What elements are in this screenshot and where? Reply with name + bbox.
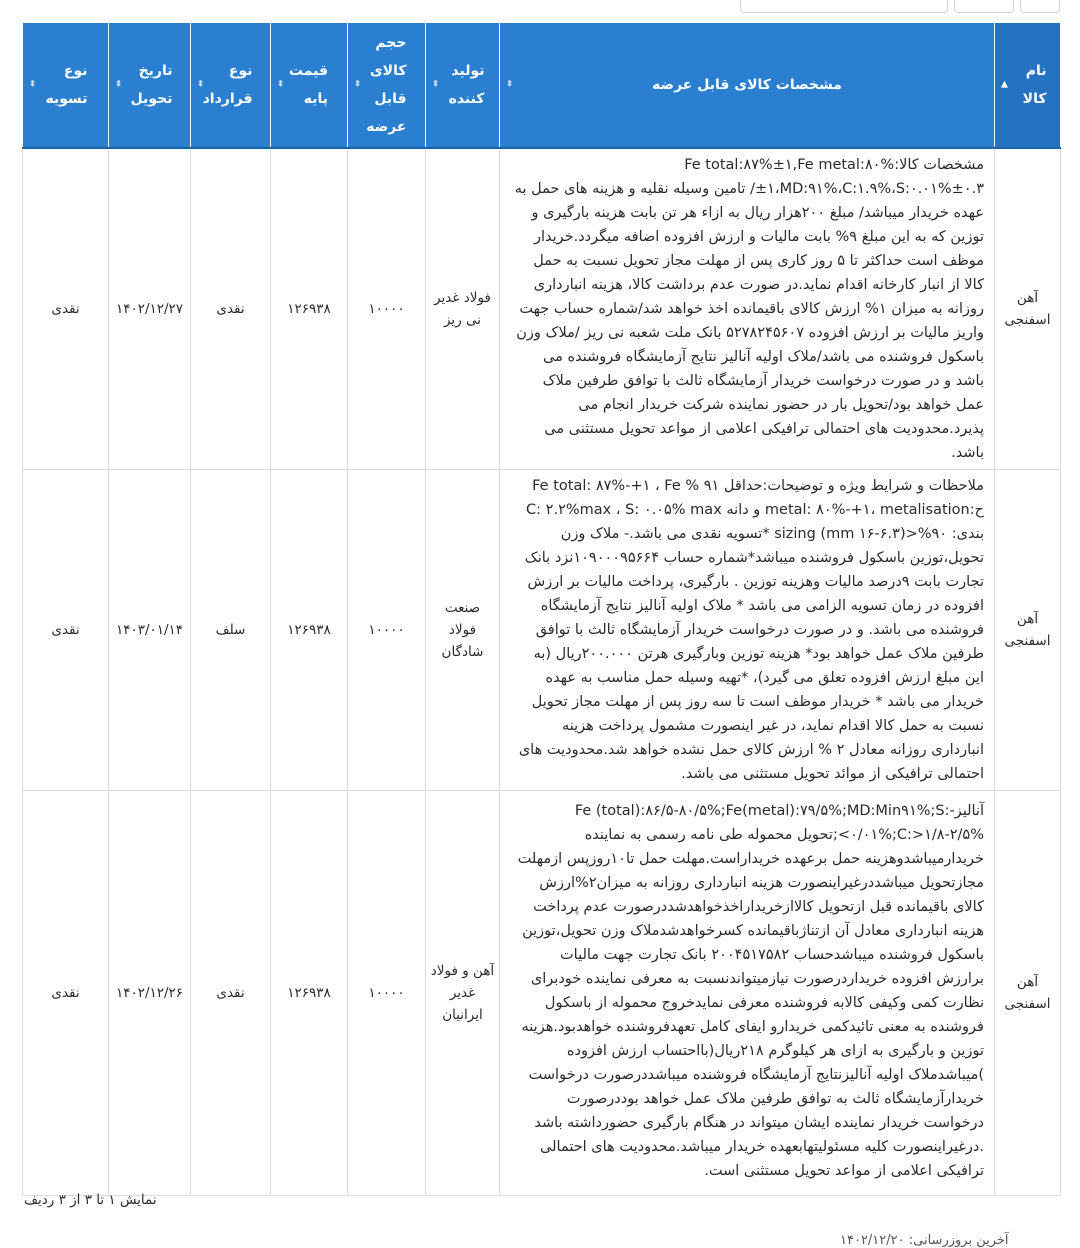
cell-commodity-name: آهن اسفنجی [995,470,1061,791]
sort-icon: ⬍ [431,79,440,90]
cell-specs: آنالیز-Fe (total):۸۶/۵-۸۰/۵%;Fe(metal):۷۹/۵%;MD:Min۹۱%;S:<۰/۰۱%;C:>۱/۸-۲/۵%;تحویل محموله طی نامه رسمی به نماینده خریدارمیباشدوهزینه حمل برعهده خریداراست.مهلت حمل تا۱۰روزپس ازمهلت مجازتحویل میباشددرغیراینصورت هزینه انبارداری روزانه به میزان۲%ارزش کالای باقیمانده قبل ازتحویل کالاازخریداراخذخواهدشددرصورت عدم پرداخت هزینه انبارداری معادل آن ازتناژباقیمانده کسرخواهدشدملاک وزن تحویل،توزین باسکول فروشنده میباشدحساب ۲۰۰۴۵۱۷۵۸۲ بانک تجارت جهت مالیات برارزش افزوده خریداردرصورت نیازمیتواندنسبت به معرفی نماینده خودبرای نظارت کمی وکیفی کالابه فروشنده معرفی نمایدخروج محموله از باسکول فروشنده به معنی تائیدکمی خریدارو ایفای کامل تعهدفروشنده خواهدبود.هزینه توزین و بارگیری به ازای هر کیلوگرم ۲۱۸ریال(بااحتساب ارزش افزوده )میباشدملاک اولیه آنالیزنتایج آزمایشگاه فروشنده میباشددرصورت درخواست خریدارآزمایشگاه ثالث به توافق طرفین ملاک عمل خواهد بوددرصورت درخواست خریدار نماینده ایشان میتواند در هنگام بارگیری حضورداشته باشد .درغیراینصورت کلیه مسئولیتهابعهده خریدار میباشد.محدودیت های احتمالی ترافیکی اعلامی از مواعد تحویل مستثنی است. [500,791,995,1196]
offers-table [22,22,1061,1196]
cell-producer: آهن و فولاد غدیر ایرانیان [426,791,500,1196]
column-header-label: نام کالا [1022,63,1047,107]
offers-table-container [22,22,1060,1196]
sort-icon: ⬍ [114,79,123,90]
table-row[interactable] [23,791,1061,1196]
cell-settlement-type: نقدی [23,148,109,470]
sort-icon: ⬍ [505,79,514,90]
cell-contract-type: نقدی [191,791,271,1196]
column-header-label: تاریخ تحویل [130,63,173,107]
cell-volume: ۱۰۰۰۰ [348,148,426,470]
cell-volume: ۱۰۰۰۰ [348,791,426,1196]
column-header-label: حجم کالای قابل عرضه [366,35,407,135]
cell-producer: صنعت فولاد شادگان [426,470,500,791]
sort-asc-icon: ▲ [1001,79,1008,90]
column-header-volume[interactable] [348,23,426,149]
table-row[interactable] [23,148,1061,470]
column-header-delivery-date[interactable] [109,23,191,149]
cell-volume: ۱۰۰۰۰ [348,470,426,791]
cell-settlement-type: نقدی [23,470,109,791]
cell-delivery-date: ۱۴۰۲/۱۲/۲۶ [109,791,191,1196]
cell-contract-type: سلف [191,470,271,791]
top-toolbar [740,0,1060,12]
column-header-label: تولید کننده [448,63,485,107]
table-row[interactable] [23,470,1061,791]
header-row [23,23,1061,149]
cell-settlement-type: نقدی [23,791,109,1196]
sort-icon: ⬍ [28,79,37,90]
cell-commodity-name: آهن اسفنجی [995,148,1061,470]
column-header-contract-type[interactable] [191,23,271,149]
column-header-label: نوع تسویه [45,63,88,107]
column-header-producer[interactable] [426,23,500,149]
cell-producer: فولاد غدیر نی ریز [426,148,500,470]
sort-icon: ⬍ [276,79,285,90]
sort-icon: ⬍ [196,79,205,90]
column-header-commodity-name[interactable] [995,23,1061,149]
cell-contract-type: نقدی [191,148,271,470]
cell-base-price: ۱۲۶۹۳۸ [271,470,348,791]
cell-commodity-name: آهن اسفنجی [995,791,1061,1196]
table-info: نمایش ۱ تا ۳ از ۳ ردیف [24,1192,157,1208]
cell-specs: مشخصات کالا:Fe total:۸۷%±۱,Fe metal:۸۰%±۱،MD:۹۱%،C:۱.۹%،S:۰.۰۱%±۰.۳/ تامین وسیله نقلیه و هزینه های حمل به عهده خریدار میباشد/ مبلغ ۲۰۰هزار ریال به ازاء هر تن بابت هزینه بارگیری و توزین که به این مبلغ ۹% بابت مالیات و ارزش افزوده اضافه میگردد.خریدار موظف است حداکثر تا ۵ روز کاری پس از مهلت مجاز تحویل نسبت به حمل کالا از انبار کارخانه اقدام نماید.در صورت عدم برداشت کالا، هزینه انبارداری روزانه به میزان ۱% ارزش کالای باقیمانده اخذ خواهد شد/شماره حساب جهت واریز مالیات بر ارزش افزوده ۵۲۷۸۲۴۵۶۰۷ بانک ملت شعبه نی ریز /ملاک وزن باسکول فروشنده می باشد/ملاک اولیه آنالیز نتایج آزمایشگاه فروشنده می باشد و در صورت درخواست خریدار آزمایشگاه ثالث با توافق طرفین ملاک عمل خواهد بود/تحویل بار در حضور نماینده شرکت خریدار انجام می پذیرد.محدودیت های احتمالی ترافیکی اعلامی از مواعد تحویل مستثنی می باشد. [500,148,995,470]
cell-base-price: ۱۲۶۹۳۸ [271,791,348,1196]
last-update-text: آخرین بروزرسانی: ۱۴۰۲/۱۲/۲۰ [840,1233,1009,1248]
column-header-label: مشخصات کالای قابل عرضه [652,77,842,93]
column-header-settlement-type[interactable] [23,23,109,149]
cell-delivery-date: ۱۴۰۳/۰۱/۱۴ [109,470,191,791]
column-header-label: نوع قرارداد [202,63,253,107]
cell-base-price: ۱۲۶۹۳۸ [271,148,348,470]
column-header-base-price[interactable] [271,23,348,149]
page-size-select[interactable] [954,0,1014,13]
sort-icon: ⬍ [353,79,362,90]
cell-delivery-date: ۱۴۰۲/۱۲/۲۷ [109,148,191,470]
toolbar-button[interactable] [1020,0,1060,13]
cell-specs: ملاحظات و شرایط ویژه و توضیحات:حداقل Fe total: ۸۷%-+۱ ، Fe % ۹۱ ح:metal: ۸۰%-+۱، metalisation و دانه C: ۲.۲%max ، S: ۰.۰۵% max بندی: ۹۰%<(۶.۳-۱۶ mm) sizing *تسویه نقدی می باشد.- ملاک وزن تحویل،توزین باسکول فروشنده میباشد*شماره حساب ۱۰۹۰۰۰۹۵۶۶۴نزد بانک تجارت بابت ۹درصد مالیات وهزینه توزین . بارگیری، پرداخت مالیات بر ارزش افزوده در زمان تسویه الزامی می باشد * ملاک اولیه آنالیز نتایج آزمایشگاه فروشنده می باشد. و در صورت درخواست خریدار آزمایشگاه ثالث با توافق طرفین ملاک عمل خواهد بود* هزینه توزین وبارگیری هرتن ۲۰۰.۰۰۰ریال (به این مبلغ ارزش افزوده تعلق می گیرد)، *تهیه وسیله حمل مناسب به عهده خریدار می باشد * خریدار موظف است تا سه روز پس از مهلت مجاز تحویل نسبت به حمل کالا اقدام نماید، در غیر اینصورت مشمول پرداخت هزینه انبارداری روزانه معادل ۲ % ارزش کالای حمل نشده خواهد شد.محدودیت های احتمالی ترافیکی از موائد تحویل مستثنی می باشد. [500,470,995,791]
search-input[interactable] [740,0,948,13]
column-header-label: قیمت پایه [288,63,328,107]
column-header-specs[interactable] [500,23,995,149]
